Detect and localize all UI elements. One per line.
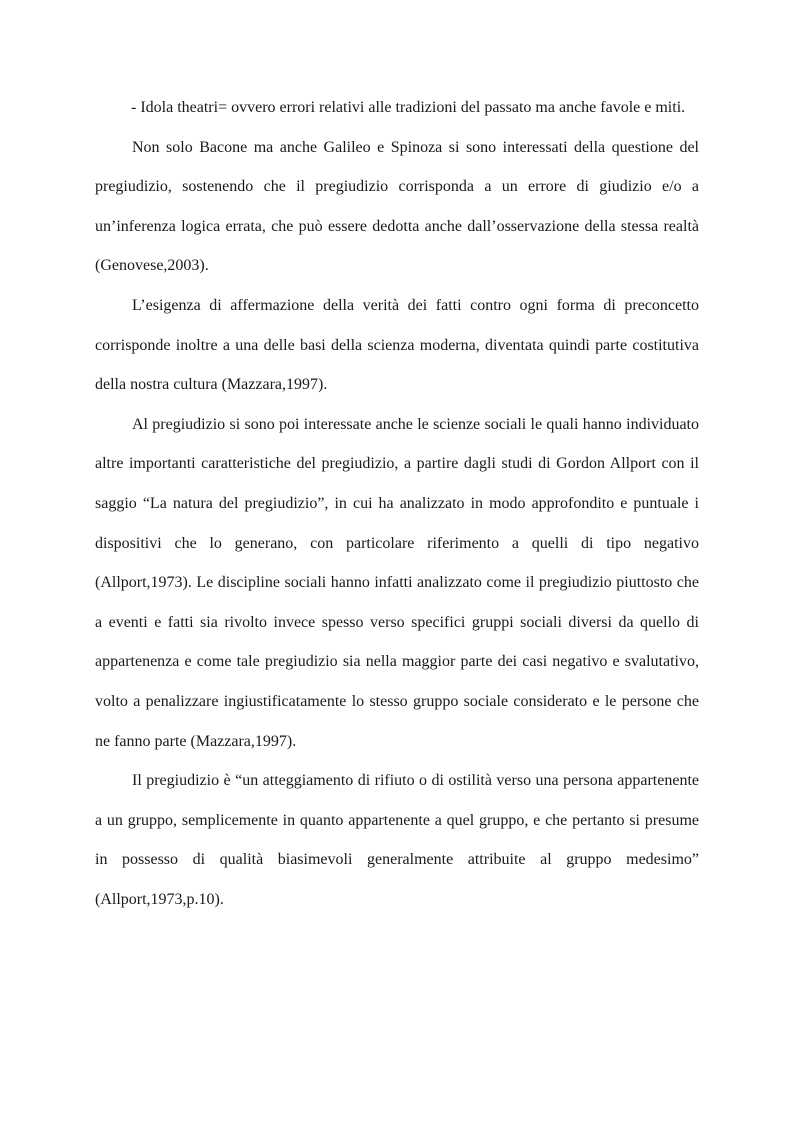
document-body [95,88,699,919]
paragraph-bacone-galileo-spinoza: Non solo Bacone ma anche Galileo e Spinoza si sono interessati della questione del pregiudizio, sostenendo che il pregiudizio corrisponda a un errore di giudizio e/o a un’inferenza logica errata, che può essere dedotta anche dall’osservazione della stessa realtà (Genovese,2003). [95,138,699,275]
paragraph-idola-theatri: - Idola theatri= ovvero errori relativi alle tradizioni del passato ma anche favole e miti. [131,99,686,116]
paragraph-scienze-sociali: Al pregiudizio si sono poi interessate anche le scienze sociali le quali hanno individuato altre importanti caratteristiche del pregiudizio, a partire dagli studi di Gordon Allport con il saggio “La natura del pregiudizio”, in cui ha analizzato in modo approfondito e puntuale i dispositivi che lo generano, con particolare riferimento a quelli di tipo negativo (Allport,1973). Le discipline sociali hanno infatti analizzato come il pregiudizio piuttosto che a eventi e fatti sia rivolto invece spesso verso specifici gruppi sociali diversi da quello di appartenenza e come tale pregiudizio sia nella maggior parte dei casi negativo e svalutativo, volto a penalizzare ingiustificatamente lo stesso gruppo sociale considerato e le persone che ne fanno parte (Mazzara,1997). [95,415,699,750]
paragraph-scienza-moderna: L’esigenza di affermazione della verità dei fatti contro ogni forma di preconcetto corrisponde inoltre a una delle basi della scienza moderna, diventata quindi parte costitutiva della nostra cultura (Mazzara,1997). [95,296,699,394]
paragraph-definizione-pregiudizio: Il pregiudizio è “un atteggiamento di rifiuto o di ostilità verso una persona appartenente a un gruppo, semplicemente in quanto appartenente a quel gruppo, e che pertanto si presume in possesso di qualità biasimevoli generalmente attribuite al gruppo medesimo” (Allport,1973,p.10). [95,772,699,908]
